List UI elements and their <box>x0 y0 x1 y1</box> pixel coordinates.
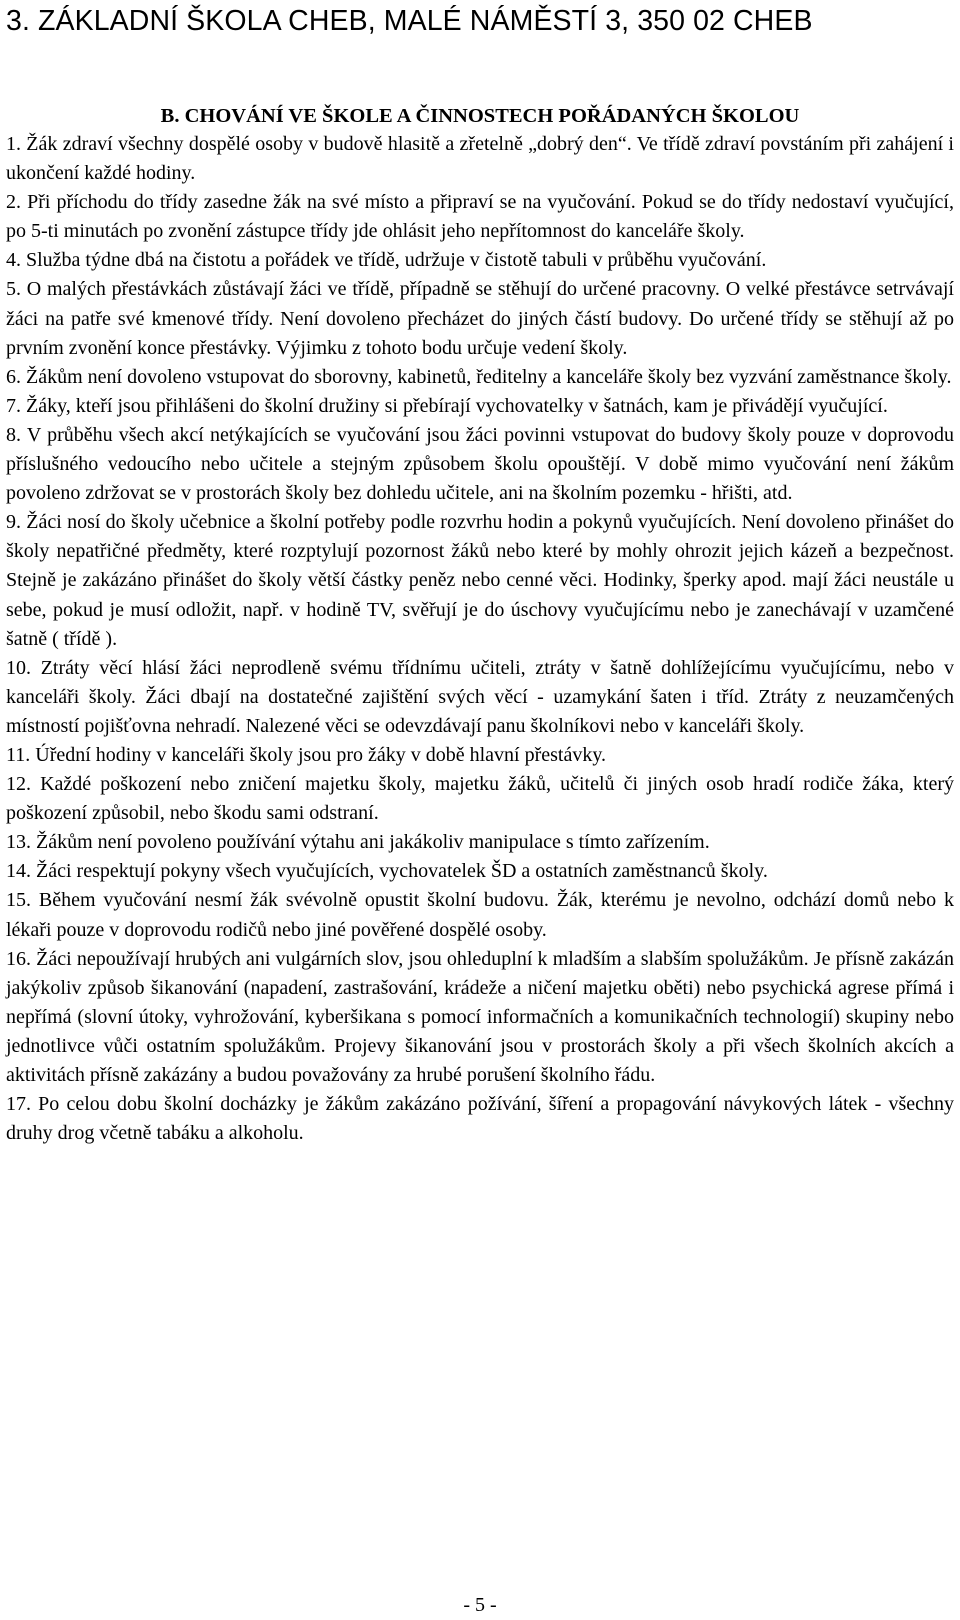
section-title: B. CHOVÁNÍ VE ŠKOLE A ČINNOSTECH POŘÁDANÝCH ŠKOLOU <box>160 105 800 127</box>
rule-paragraph: 7. Žáky, kteří jsou přihlášeni do školní družiny si přebírají vychovatelky v šatnách, kam je přivádějí vyučující. <box>6 394 888 417</box>
page-number: - 5 - <box>463 1594 497 1616</box>
rule-paragraph: 6. Žákům není dovoleno vstupovat do sborovny, kabinetů, ředitelny a kanceláře školy bez vyzvání zaměstnance školy. <box>6 365 952 388</box>
rule-paragraph: 12. Každé poškození nebo zničení majetku školy, majetku žáků, učitelů či jiných osob hradí rodiče žáka, který poškození způsobil, nebo škodu sami odstraní. <box>6 773 954 825</box>
rule-paragraph: 1. Žák zdraví všechny dospělé osoby v budově hlasitě a zřetelně „dobrý den“. Ve třídě zdraví povstáním při zahájení i ukončení každé hodiny. <box>6 133 954 185</box>
rule-paragraph: 10. Ztráty věcí hlásí žáci neprodleně svému třídnímu učiteli, ztráty v šatně dohlížejícímu vyučujícímu, nebo v kanceláři školy. Žáci dbají na dostatečné zajištění svých věcí - uzamykání šaten i tříd. Ztráty z neuzamčených místností pojišťovna nehradí. Nalezené věci se odevzdávají panu školníkovi nebo v kanceláři školy. <box>6 656 954 737</box>
rule-paragraph: 17. Po celou dobu školní docházky je žákům zakázáno požívání, šíření a propagování návykových látek - všechny druhy drog včetně tabáku a alkoholu. <box>6 1093 954 1145</box>
rules-body <box>6 130 954 1148</box>
rule-paragraph: 5. O malých přestávkách zůstávají žáci ve třídě, případně se stěhují do určené pracovny. O velké přestávce setrvávají žáci na patře své kmenové třídy. Není dovoleno přecházet do jiných částí budovy. Do určené třídy se stěhují až po prvním zvonění konce přestávky. Výjimku z tohoto bodu určuje vedení školy. <box>6 278 954 359</box>
rule-paragraph: 11. Úřední hodiny v kanceláři školy jsou pro žáky v době hlavní přestávky. <box>6 743 607 766</box>
rule-paragraph: 4. Služba týdne dbá na čistotu a pořádek ve třídě, udržuje v čistotě tabuli v průběhu vyučování. <box>6 249 767 272</box>
rule-paragraph: 14. Žáci respektují pokyny všech vyučujících, vychovatelek ŠD a ostatních zaměstnanců školy. <box>6 860 768 883</box>
rule-paragraph: 15. Během vyučování nesmí žák svévolně opustit školní budovu. Žák, kterému je nevolno, odchází domů nebo k lékaři pouze v doprovodu rodičů nebo jiné pověřené dospělé osoby. <box>6 889 954 941</box>
rule-paragraph: 2. Při příchodu do třídy zasedne žák na své místo a připraví se na vyučování. Pokud se do třídy nedostaví vyučující, po 5-ti minutách po zvonění zástupce třídy jde ohlásit jeho nepřítomnost do kanceláře školy. <box>6 191 954 243</box>
school-header: 3. ZÁKLADNÍ ŠKOLA CHEB, MALÉ NÁMĚSTÍ 3, 350 02 CHEB <box>6 5 813 37</box>
rule-paragraph: 13. Žákům není povoleno používání výtahu ani jakákoliv manipulace s tímto zařízením. <box>6 831 710 854</box>
rule-paragraph: 9. Žáci nosí do školy učebnice a školní potřeby podle rozvrhu hodin a pokynů vyučujících. Není dovoleno přinášet do školy nepatřičné předměty, které rozptylují pozornost žáků nebo které by mohly ohrozit jejich kázeň a bezpečnost. Stejně je zakázáno přinášet do školy větší částky peněz nebo cenné věci. Hodinky, šperky apod. mají žáci neustále u sebe, pokud je musí odložit, např. v hodině TV, svěřují je do úschovy vyučujícímu nebo je zanechávají v uzamčené šatně ( třídě ). <box>6 511 954 650</box>
rule-paragraph: 8. V průběhu všech akcí netýkajících se vyučování jsou žáci povinni vstupovat do budovy školy pouze v doprovodu příslušného vedoucího nebo učitele a stejným způsobem školu opouštějí. V době mimo vyučování není žákům povoleno zdržovat se v prostorách školy bez dohledu učitele, ani na školním pozemku - hřišti, atd. <box>6 423 954 505</box>
rule-paragraph: 16. Žáci nepoužívají hrubých ani vulgárních slov, jsou ohleduplní k mladším a slabším spolužákům. Je přísně zakázán jakýkoliv způsob šikanování (napadení, zastrašování, krádeže a ničení majetku oběti) nebo psychická agrese přímá i nepřímá (slovní útoky, vyhrožování, kyberšikana s pomocí informačních a komunikačních technologií) skupiny nebo jednotlivce vůči ostatním spolužákům. Projevy šikanování jsou v prostorách školy a při všech školních akcích a aktivitách přísně zakázány a budou považovány za hrubé porušení školního řádu. <box>6 947 954 1086</box>
